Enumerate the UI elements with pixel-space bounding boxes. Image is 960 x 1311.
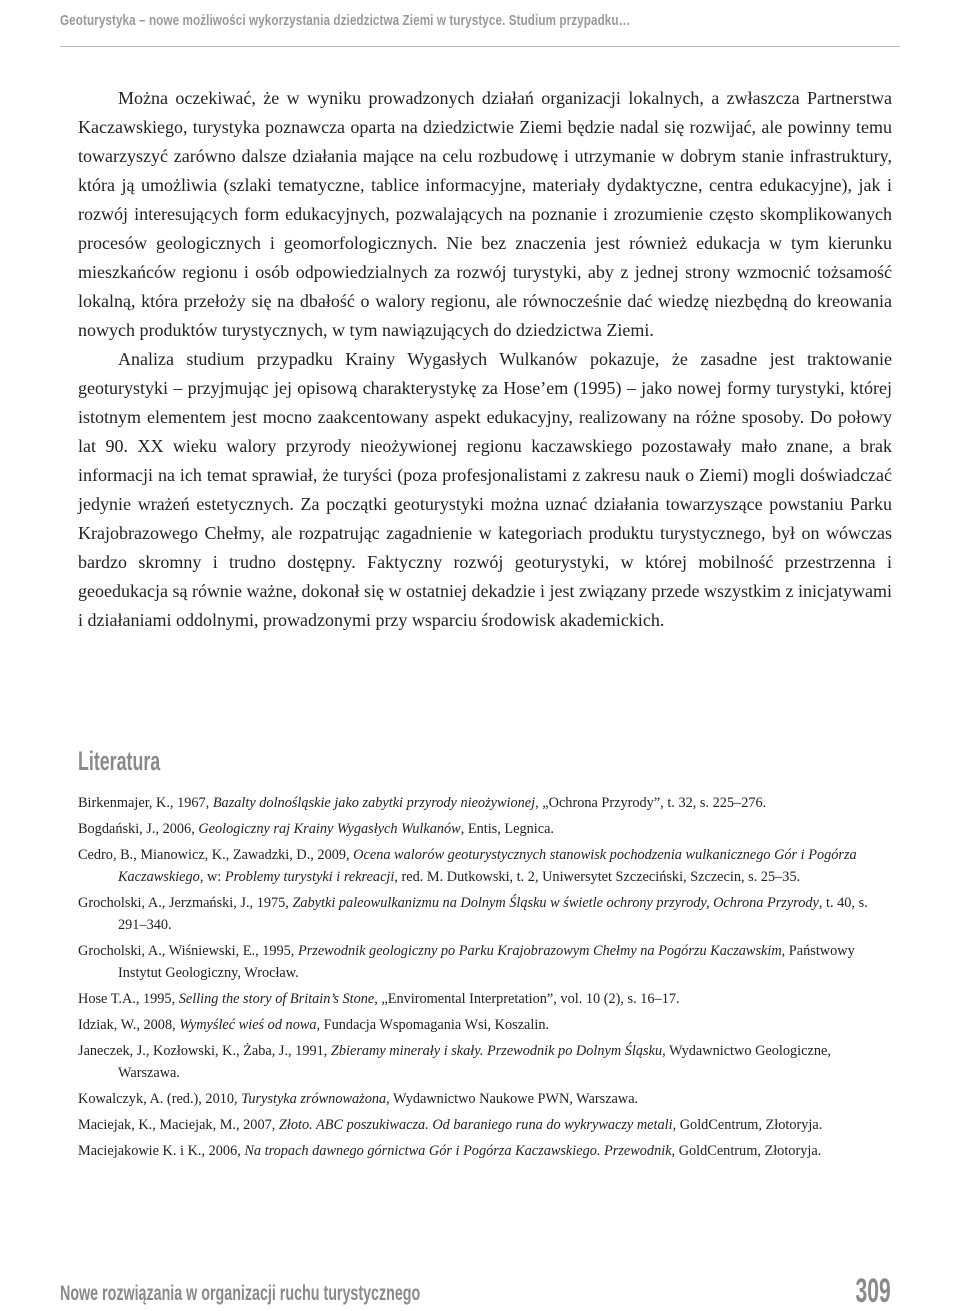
reference-title: Zabytki paleowulkanizmu na Dolnym Śląsku w świetle ochrony przyrody, Ochrona Przyrody	[292, 895, 819, 911]
reference-item	[78, 1114, 892, 1136]
page-number: 309	[855, 1272, 891, 1310]
reference-text: , Entis, Legnica.	[460, 821, 554, 837]
reference-title: Turystyka zrównoważona	[241, 1091, 387, 1107]
reference-item	[78, 1014, 892, 1036]
reference-text: , t. 40, s. 291–340.	[118, 895, 868, 933]
reference-title: Ocena walorów geoturystycznych stanowisk pochodzenia wulkanicznego Gór i Pogórza Kaczawskiego	[118, 847, 857, 885]
reference-title: Złoto. ABC poszukiwacza. Od baraniego runa do wykrywaczy metali,	[278, 1117, 677, 1133]
reference-text: Cedro, B., Mianowicz, K., Zawadzki, D., 2009,	[78, 847, 354, 863]
reference-title: Wymyśleć wieś od nowa	[179, 1017, 317, 1033]
reference-item	[78, 988, 892, 1010]
reference-text: , Fundacja Wspomagania Wsi, Koszalin.	[316, 1017, 550, 1033]
reference-item	[78, 940, 892, 984]
reference-text: , red. M. Dutkowski, t. 2, Uniwersytet Szczeciński, Szczecin, s. 25–35.	[394, 869, 801, 885]
running-head: Geoturystyka – nowe możliwości wykorzystania dziedzictwa Ziemi w turystyce. Studium przypadku…	[60, 12, 631, 29]
reference-list	[78, 792, 892, 1166]
reference-text: , Wydawnictwo Naukowe PWN, Warszawa.	[386, 1091, 639, 1107]
paragraph: Analiza studium przypadku Krainy Wygasłych Wulkanów pokazuje, że zasadne jest traktowanie geoturystyki – przyjmując jej opisową charakterystykę za Hose’em (1995) – jako nowej formy turystyki, której istotnym elementem jest mocno zaakcentowany aspekt edukacyjny, realizowany na różne sposoby. Do połowy lat 90. XX wieku walory przyrody nieożywionej regionu kaczawskiego pozostawały mało znane, a brak informacji na ich temat sprawiał, że turyści (poza profesjonalistami z zakresu nauk o Ziemi) mogli doświadczać jedynie wrażeń estetycznych. Za początki geoturystyki można uznać działania towarzyszące powstaniu Parku Krajobrazowego Chełmy, ale rozpatrując zagadnienie w kategoriach produktu turystycznego, był on wówczas bardzo skromny i trudno dostępny. Faktyczny rozwój geoturystyki, w której mobilność przestrzenna i geoedukacja są równie ważne, dokonał się w ostatniej dekadzie i jest związany przede wszystkim z inicjatywami i działaniami oddolnymi, prowadzonymi przy wsparciu środowisk akademickich.	[78, 349, 892, 630]
reference-text: Birkenmajer, K., 1967,	[78, 795, 213, 811]
reference-text: Kowalczyk, A. (red.), 2010,	[78, 1091, 242, 1107]
reference-text: GoldCentrum, Złotoryja.	[676, 1117, 823, 1133]
body-text	[78, 84, 892, 635]
paragraph: Można oczekiwać, że w wyniku prowadzonych działań organizacji lokalnych, a zwłaszcza Partnerstwa Kaczawskiego, turystyka poznawcza oparta na dziedzictwie Ziemi będzie nadal się rozwijać, ale powinny temu towarzyszyć zarówno dalsze działania mające na celu rozbudowę i utrzymanie w dobrym stanie infrastruktury, która ją umożliwia (szlaki tematyczne, tablice informacyjne, materiały dydaktyczne, centra edukacyjne), jak i rozwój interesujących form edukacyjnych, pozwalających na poznanie i zrozumienie często skomplikowanych procesów geologicznych i geomorfologicznych. Nie bez znaczenia jest również edukacja w tym kierunku mieszkańców regionu i osób odpowiedzialnych za rozwój turystyki, aby z jednej strony wzmocnić tożsamość lokalną, która przełoży się na dbałość o walory regionu, ale równocześnie dać wiedzę niezbędną do kreowania nowych produktów turystycznych, w tym nawiązujących do dziedzictwa Ziemi.	[78, 88, 892, 340]
reference-text: Idziak, W., 2008,	[78, 1017, 180, 1033]
reference-text: Grocholski, A., Wiśniewski, E., 1995,	[78, 943, 298, 959]
literature-heading: Literatura	[78, 746, 161, 776]
reference-text: Maciejak, K., Maciejak, M., 2007,	[78, 1117, 279, 1133]
reference-title: Na tropach dawnego górnictwa Gór i Pogórza Kaczawskiego. Przewodnik,	[244, 1143, 676, 1159]
reference-title: Selling the story of Britain’s Stone	[178, 991, 375, 1007]
reference-text: Grocholski, A., Jerzmański, J., 1975,	[78, 895, 293, 911]
reference-item	[78, 818, 892, 840]
reference-text: Maciejakowie K. i K., 2006,	[78, 1143, 245, 1159]
reference-text: Bogdański, J., 2006,	[78, 821, 199, 837]
reference-item	[78, 1040, 892, 1084]
reference-text: Hose T.A., 1995,	[78, 991, 179, 1007]
reference-text: , w:	[199, 869, 225, 885]
reference-text: , „Enviromental Interpretation”, vol. 10 (2), s. 16–17.	[374, 991, 680, 1007]
reference-item	[78, 892, 892, 936]
reference-title: Zbieramy minerały i skały. Przewodnik po Dolnym Śląsku	[330, 1043, 663, 1059]
reference-item	[78, 1140, 892, 1162]
reference-item	[78, 792, 892, 814]
reference-title: Geologiczny raj Krainy Wygasłych Wulkanów	[198, 821, 461, 837]
reference-item	[78, 1088, 892, 1110]
reference-item	[78, 844, 892, 888]
footer-title: Nowe rozwiązania w organizacji ruchu turystycznego	[60, 1282, 421, 1305]
reference-text: , Państwowy Instytut Geologiczny, Wrocław.	[118, 943, 855, 981]
reference-title: Bazalty dolnośląskie jako zabytki przyrody nieożywionej	[212, 795, 536, 811]
reference-text: Janeczek, J., Kozłowski, K., Żaba, J., 1991,	[78, 1043, 331, 1059]
header-divider	[60, 46, 900, 47]
reference-title: Przewodnik geologiczny po Parku Krajobrazowym Chełmy na Pogórzu Kaczawskim	[297, 943, 782, 959]
reference-text: , „Ochrona Przyrody”, t. 32, s. 225–276.	[535, 795, 767, 811]
reference-title: Problemy turystyki i rekreacji	[224, 869, 395, 885]
reference-text: , Wydawnictwo Geologiczne, Warszawa.	[118, 1043, 831, 1081]
reference-text: GoldCentrum, Złotoryja.	[675, 1143, 822, 1159]
